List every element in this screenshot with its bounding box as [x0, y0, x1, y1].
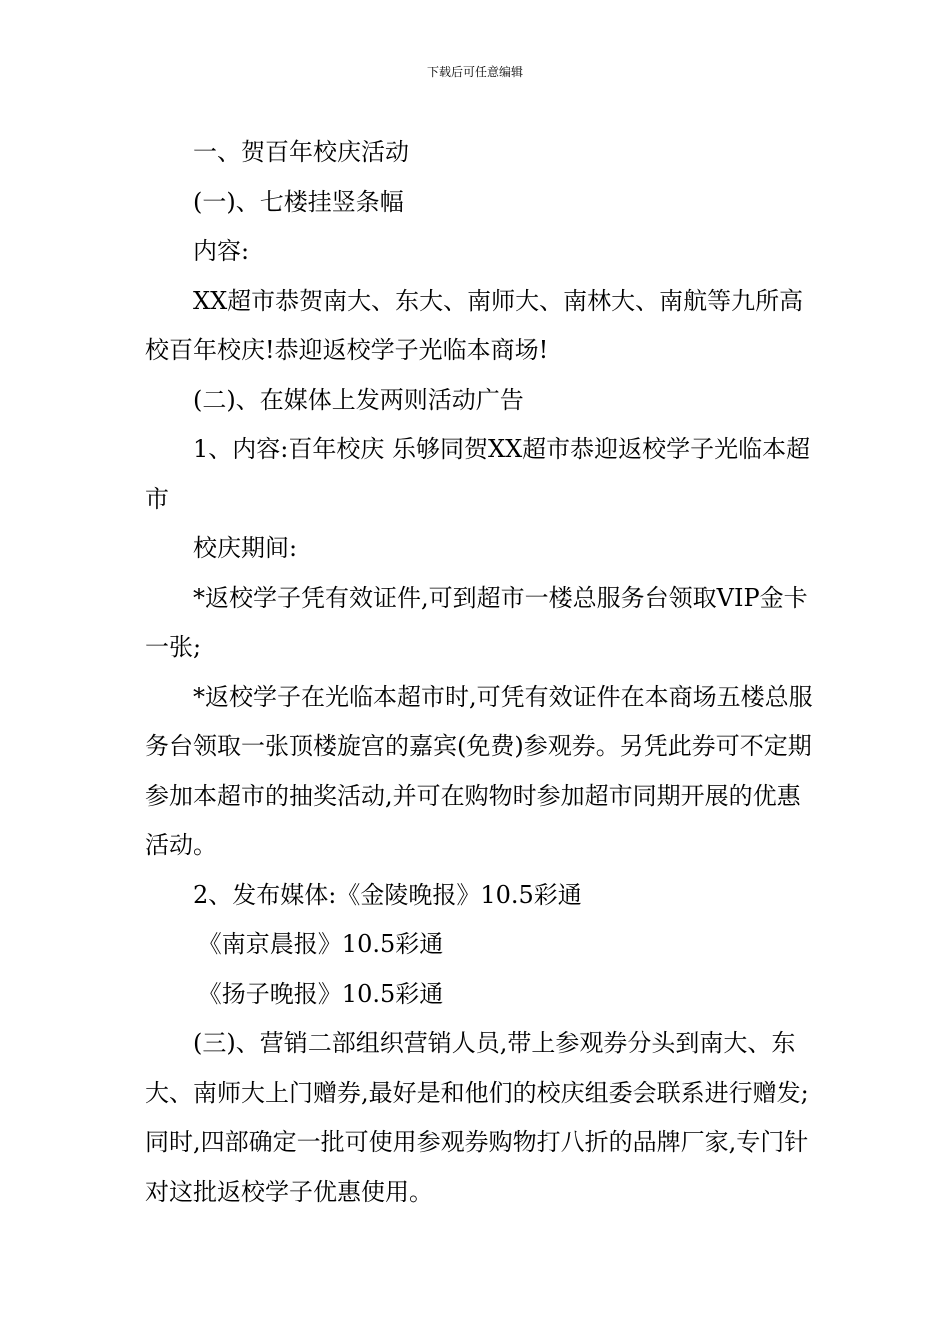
paragraph: *返校学子凭有效证件,可到超市一楼总服务台领取VIP金卡一张; — [145, 583, 808, 661]
paragraph: 2、发布媒体:《金陵晚报》10.5彩通 — [193, 880, 582, 909]
subsection-heading: (三)、营销二部组织营销人员,带上参观券分头到南大、东大、南师大上门赠券,最好是和他们的校庆组委会联系进行赠发;同时,四部确定一批可使用参观券购物打八折的品牌厂家,专门针对这批返校学子优惠使用。 — [145, 1029, 809, 1206]
paragraph: 《扬子晚报》10.5彩通 — [197, 979, 444, 1008]
paragraph: 《南京晨报》10.5彩通 — [197, 930, 444, 958]
paragraph: 校庆期间: — [193, 534, 298, 562]
paragraph: 内容: — [193, 237, 250, 265]
paragraph: 1、内容:百年校庆 乐够同贺XX超市恭迎返校学子光临本超市 — [145, 435, 811, 513]
paragraph: XX超市恭贺南大、东大、南师大、南林大、南航等九所高校百年校庆!恭迎返校学子光临本商场! — [145, 286, 804, 364]
paragraph: *返校学子在光临本超市时,可凭有效证件在本商场五楼总服务台领取一张顶楼旋宫的嘉宾(免费)参观券。另凭此券可不定期参加本超市的抽奖活动,并可在购物时参加超市同期开展的优惠活动。 — [145, 682, 813, 859]
document-body — [145, 128, 815, 1217]
subsection-heading: (一)、七楼挂竖条幅 — [193, 187, 404, 216]
section-heading: 一、贺百年校庆活动 — [193, 138, 409, 166]
subsection-heading: (二)、在媒体上发两则活动广告 — [193, 385, 524, 414]
page-header: 下载后可任意编辑 — [426, 65, 523, 79]
